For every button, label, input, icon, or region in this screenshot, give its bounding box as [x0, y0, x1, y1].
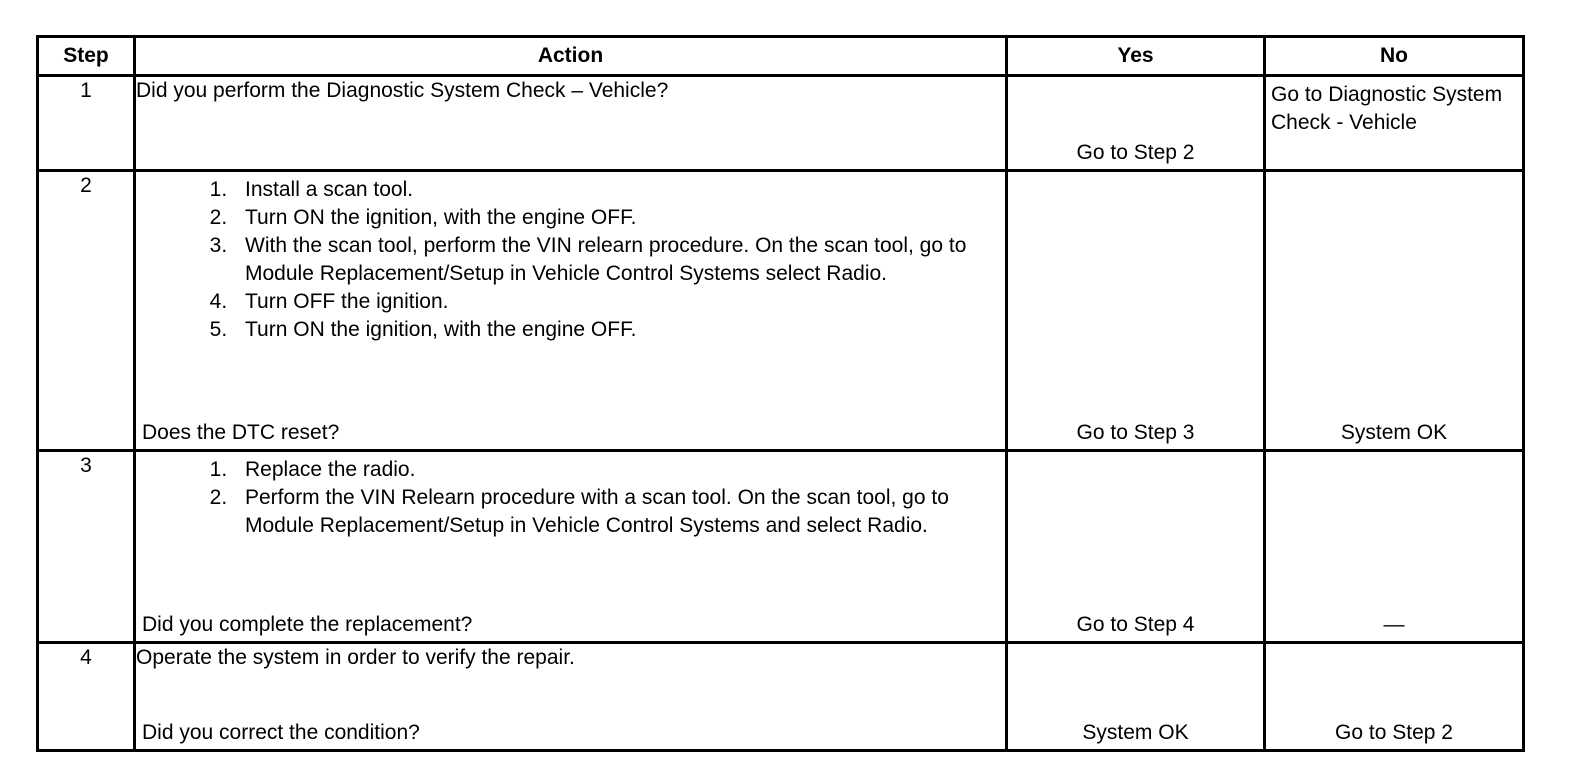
no-result: System OK — [1340, 421, 1448, 444]
action-cell — [135, 171, 1007, 451]
no-cell — [1265, 451, 1524, 643]
procedure-list — [136, 176, 1005, 344]
no-cell — [1265, 643, 1524, 751]
header-row — [38, 37, 1524, 76]
step-number: 3 — [38, 451, 135, 643]
header-no: No — [1265, 37, 1524, 76]
no-result: Go to Diagnostic System Check - Vehicle — [1271, 83, 1503, 134]
procedure-item: 1. Install a scan tool. — [233, 176, 1005, 204]
no-result: Go to Step 2 — [1335, 721, 1453, 744]
action-cell — [135, 643, 1007, 751]
yes-result: Go to Step 3 — [1076, 421, 1195, 444]
header-yes: Yes — [1007, 37, 1265, 76]
procedure-item: 5. Turn ON the ignition, with the engine OFF. — [233, 316, 1005, 344]
action-text: Operate the system in order to verify the repair. — [136, 646, 575, 669]
no-cell — [1265, 171, 1524, 451]
action-cell — [135, 76, 1007, 171]
procedure-item: 2. Turn ON the ignition, with the engine OFF. — [233, 204, 1005, 232]
question-text: Does the DTC reset? — [142, 421, 340, 444]
no-cell — [1265, 76, 1524, 171]
yes-cell — [1007, 171, 1265, 451]
procedure-item: 1. Replace the radio. — [233, 456, 1005, 484]
yes-result: Go to Step 4 — [1076, 613, 1195, 636]
table-row-step-4 — [38, 643, 1524, 751]
yes-cell — [1007, 76, 1265, 171]
no-result: — — [1383, 613, 1405, 636]
table-row-step-2 — [38, 171, 1524, 451]
action-text: Did you perform the Diagnostic System Check – Vehicle? — [136, 79, 669, 102]
yes-result: System OK — [1082, 721, 1189, 744]
step-number: 4 — [38, 643, 135, 751]
procedure-list — [136, 456, 1005, 540]
diagnostic-table — [36, 35, 1525, 752]
table-row-step-3 — [38, 451, 1524, 643]
header-step: Step — [38, 37, 135, 76]
procedure-item: 3. With the scan tool, perform the VIN relearn procedure. On the scan tool, go to Module Replacement/Setup in Vehicle Control Systems select Radio. — [233, 232, 1005, 288]
question-text: Did you correct the condition? — [142, 721, 420, 744]
header-action: Action — [135, 37, 1007, 76]
question-text: Did you complete the replacement? — [142, 613, 473, 636]
table-row-step-1 — [38, 76, 1524, 171]
yes-result: Go to Step 2 — [1076, 141, 1195, 164]
step-number: 1 — [38, 76, 135, 171]
action-cell — [135, 451, 1007, 643]
procedure-item: 4. Turn OFF the ignition. — [233, 288, 1005, 316]
yes-cell — [1007, 451, 1265, 643]
step-number: 2 — [38, 171, 135, 451]
yes-cell — [1007, 643, 1265, 751]
procedure-item: 2. Perform the VIN Relearn procedure with a scan tool. On the scan tool, go to Module Replacement/Setup in Vehicle Control Systems and select Radio. — [233, 484, 1005, 540]
